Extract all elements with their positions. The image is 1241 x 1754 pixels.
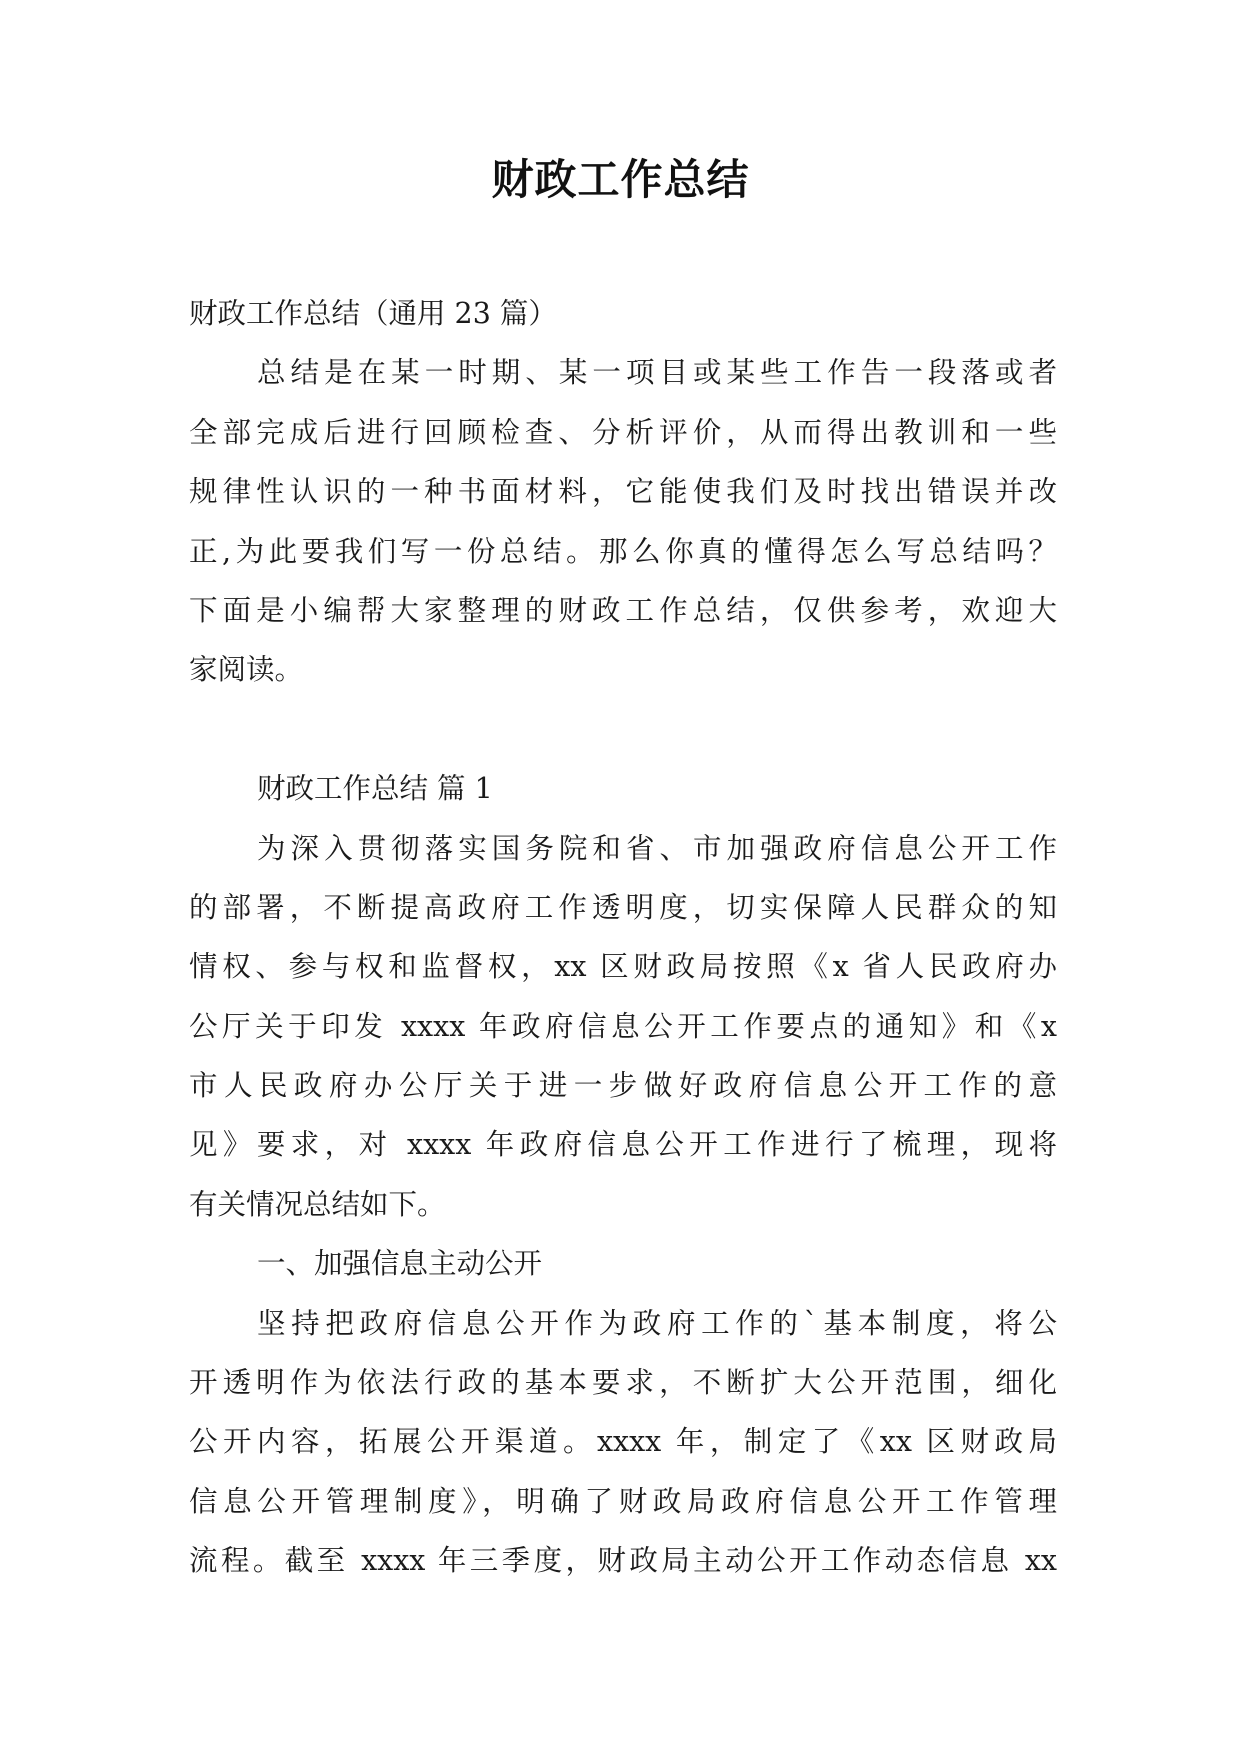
intro-line: 正,为此要我们写一份总结。那么你真的懂得怎么写总结吗？: [189, 534, 1057, 568]
section-line: 有关情况总结如下。: [189, 1187, 446, 1221]
body-line: 流程。截至 xxxx 年三季度，财政局主动公开工作动态信息 xx: [189, 1544, 1057, 1578]
section-line: 情权、参与权和监督权，xx 区财政局按照《x 省人民政府办: [189, 950, 1057, 984]
document-body: [189, 284, 1057, 1591]
section-line: 的部署，不断提高政府工作透明度，切实保障人民群众的知: [189, 890, 1057, 924]
body-line: 开透明作为依法行政的基本要求，不断扩大公开范围，细化: [189, 1366, 1057, 1400]
body-line: 公开内容，拓展公开渠道。xxxx 年，制定了《xx 区财政局: [189, 1425, 1057, 1459]
body-line: 坚持把政府信息公开作为政府工作的`基本制度，将公: [257, 1306, 1057, 1340]
intro-line: 总结是在某一时期、某一项目或某些工作告一段落或者: [257, 356, 1057, 390]
sub-heading: 一、加强信息主动公开: [257, 1247, 543, 1281]
section-heading: 财政工作总结 篇 1: [257, 772, 493, 806]
intro-line: 全部完成后进行回顾检查、分析评价，从而得出教训和一些: [189, 415, 1057, 449]
section-line: 市人民政府办公厅关于进一步做好政府信息公开工作的意: [189, 1069, 1057, 1103]
intro-line: 下面是小编帮大家整理的财政工作总结，仅供参考，欢迎大: [189, 593, 1057, 627]
intro-line: 家阅读。: [189, 653, 304, 687]
document-subtitle: 财政工作总结（通用 23 篇）: [189, 297, 557, 330]
document-title: 财政工作总结: [491, 155, 750, 204]
intro-line: 规律性认识的一种书面材料，它能使我们及时找出错误并改: [189, 475, 1057, 509]
spacer: [189, 700, 1057, 759]
body-line: 信息公开管理制度》，明确了财政局政府信息公开工作管理: [189, 1484, 1057, 1518]
section-line: 为深入贯彻落实国务院和省、市加强政府信息公开工作: [257, 831, 1057, 865]
section-line: 见》要求，对 xxxx 年政府信息公开工作进行了梳理，现将: [189, 1128, 1057, 1162]
section-line: 公厅关于印发 xxxx 年政府信息公开工作要点的通知》和《x: [189, 1009, 1057, 1043]
